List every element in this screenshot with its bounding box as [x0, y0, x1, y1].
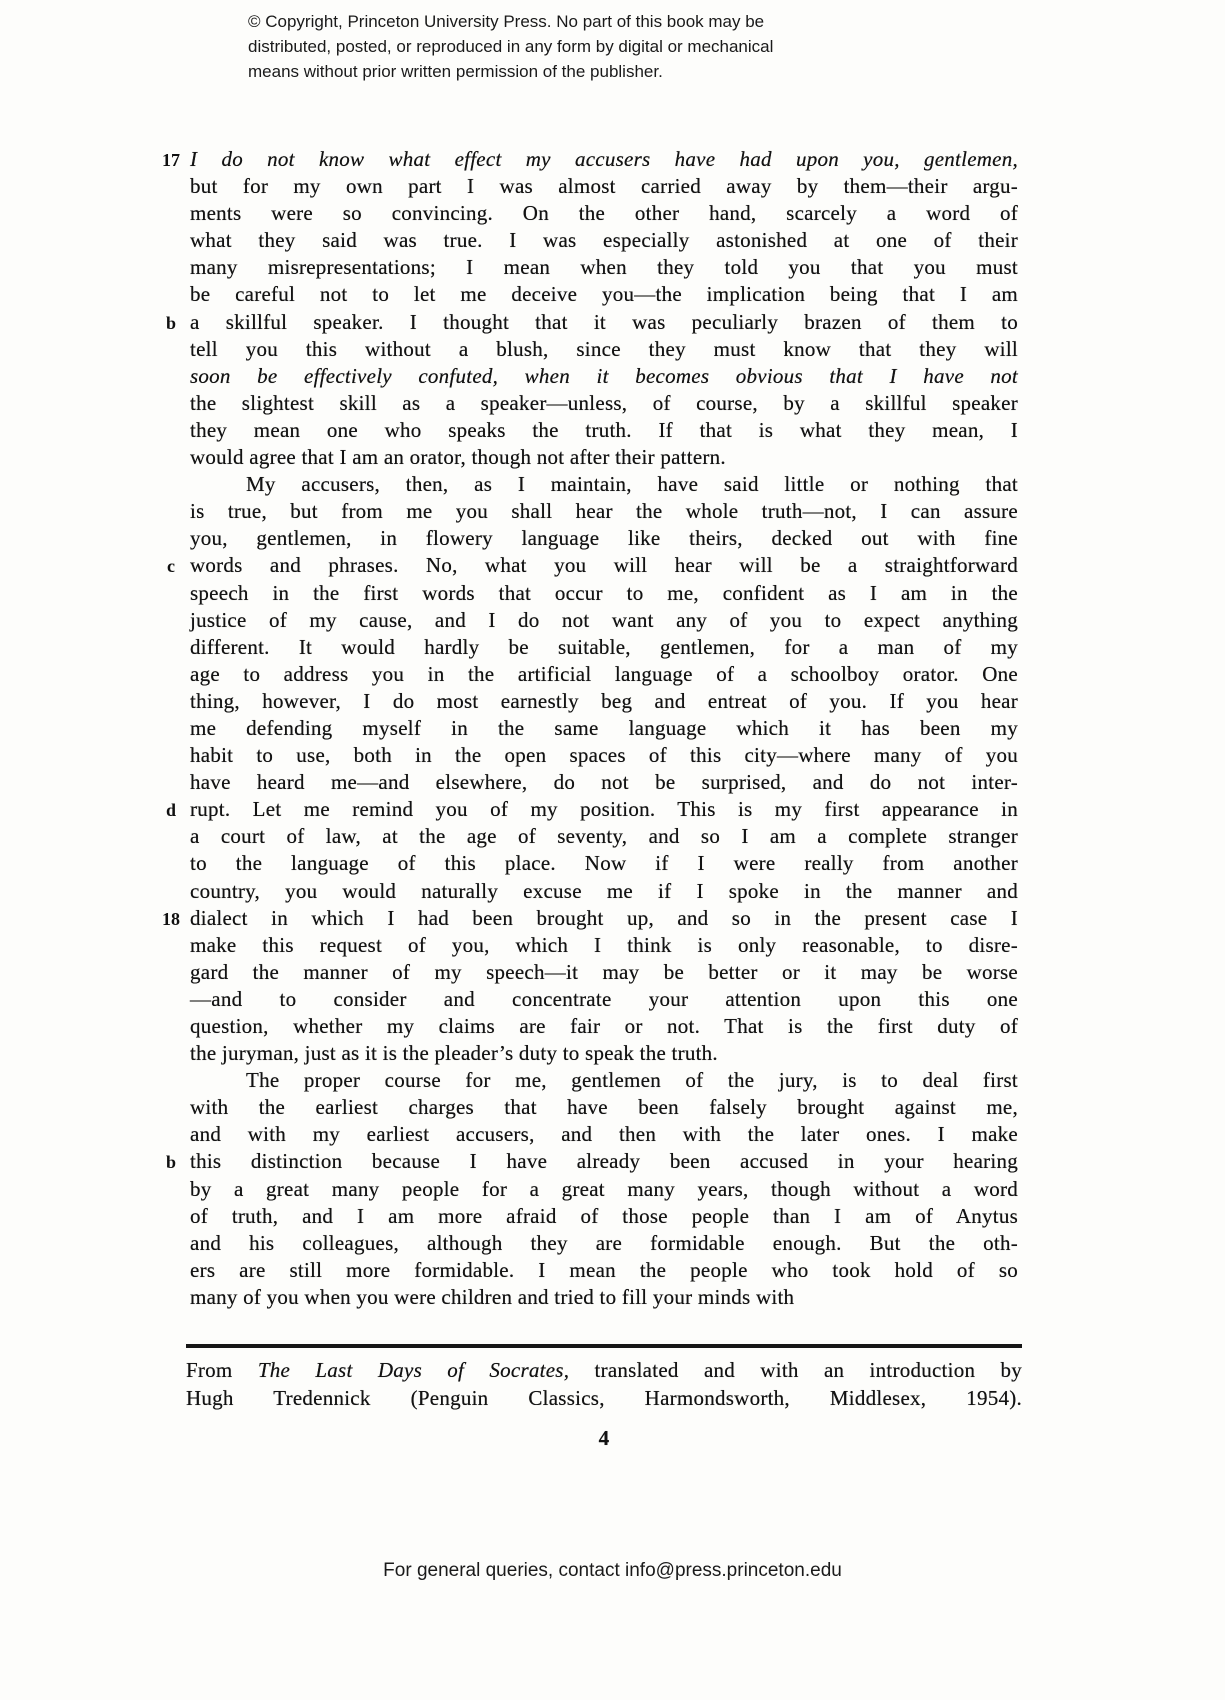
text-line	[152, 607, 1018, 634]
footnote-rule	[186, 1344, 1022, 1348]
text-line	[152, 417, 1018, 444]
line-text: justice of my cause, and I do not want any of you to expect anything	[190, 607, 1018, 632]
text-line	[152, 986, 1018, 1013]
text-line	[152, 688, 1018, 715]
text-line	[152, 715, 1018, 742]
line-text: habit to use, both in the open spaces of this city—where many of you	[190, 743, 1018, 768]
text-line	[152, 146, 1018, 173]
text-line	[152, 1176, 1018, 1203]
text-line	[152, 444, 1018, 471]
text-line	[152, 634, 1018, 661]
line-text: age to address you in the artificial language of a schoolboy orator. One	[190, 661, 1018, 686]
line-text: soon be effectively confuted, when it becomes obvious that I have not	[190, 363, 1018, 388]
text-line	[152, 471, 1018, 498]
line-text: many of you when you were children and tried to fill your minds with	[190, 1284, 795, 1309]
line-text: I do not know what effect my accusers have had upon you, gentlemen,	[190, 147, 1018, 171]
text-line	[152, 1121, 1018, 1148]
text-line	[152, 525, 1018, 552]
line-text: —and to consider and concentrate your attention upon this one	[190, 986, 1018, 1011]
text-line	[152, 878, 1018, 905]
line-text: ments were so convincing. On the other hand, scarcely a word of	[190, 201, 1018, 226]
text-line	[152, 1067, 1018, 1094]
page-number: 4	[598, 1426, 610, 1450]
text-line	[152, 1013, 1018, 1040]
line-text: the slightest skill as a speaker—unless, of course, by a skillful speaker	[190, 390, 1018, 415]
line-text: speech in the first words that occur to me, confident as I am in the	[190, 580, 1018, 605]
text-line	[152, 254, 1018, 281]
line-text: tell you this without a blush, since they must know that they will	[190, 336, 1018, 361]
text-line	[152, 1230, 1018, 1257]
body-lines	[152, 146, 1018, 1311]
text-line	[152, 769, 1018, 796]
text-line	[152, 1257, 1018, 1284]
line-text: they mean one who speaks the truth. If that is what they mean, I	[190, 417, 1018, 442]
text-line	[152, 580, 1018, 607]
text-line	[152, 661, 1018, 688]
line-text: would agree that I am an orator, though not after their pattern.	[190, 445, 726, 470]
text-line	[152, 932, 1018, 959]
line-text: and with my earliest accusers, and then with the later ones. I make	[190, 1122, 1018, 1147]
footnote-book-title: The Last Days of Socrates,	[257, 1358, 570, 1382]
text-line	[152, 742, 1018, 769]
line-text: of truth, and I am more afraid of those people than I am of Anytus	[190, 1203, 1018, 1228]
line-text: and his colleagues, although they are formidable enough. But the oth-	[190, 1230, 1018, 1255]
copyright-notice	[248, 9, 773, 84]
text-line	[152, 281, 1018, 308]
line-text: with the earliest charges that have been falsely brought against me,	[190, 1095, 1018, 1120]
stephanus-margin-marker: b	[165, 1152, 176, 1173]
line-text: thing, however, I do most earnestly beg and entreat of you. If you hear	[190, 688, 1018, 713]
text-line	[152, 823, 1018, 850]
text-line	[152, 1203, 1018, 1230]
footnote-line-2: Hugh Tredennick (Penguin Classics, Harmondsworth, Middlesex, 1954).	[186, 1386, 1022, 1410]
line-text: me defending myself in the same language which it has been my	[190, 715, 1018, 740]
line-text: different. It would hardly be suitable, gentlemen, for a man of my	[190, 634, 1018, 659]
text-line	[152, 1148, 1018, 1175]
line-text: ers are still more formidable. I mean the people who took hold of so	[190, 1257, 1018, 1282]
line-text: question, whether my claims are fair or not. That is the first duty of	[190, 1014, 1018, 1038]
footnote-line-1	[186, 1356, 1022, 1384]
footnote-text-segment: translated and with an introduction by	[569, 1358, 1022, 1382]
line-text: have heard me—and elsewhere, do not be surprised, and do not inter-	[190, 770, 1018, 795]
footnote-text-segment: From	[186, 1358, 258, 1382]
line-text: My accusers, then, as I maintain, have said little or nothing that	[246, 472, 1018, 497]
line-text: be careful not to let me deceive you—the implication being that I am	[190, 282, 1018, 307]
text-line	[152, 363, 1018, 390]
line-text: The proper course for me, gentlemen of the jury, is to deal first	[246, 1068, 1018, 1093]
copyright-line: means without prior written permission of the publisher.	[248, 62, 663, 81]
footnote	[186, 1356, 1022, 1452]
footer-contact: For general queries, contact info@press.princeton.edu	[383, 1560, 842, 1581]
line-text: a court of law, at the age of seventy, and so I am a complete stranger	[190, 824, 1018, 849]
text-line	[152, 1040, 1018, 1067]
text-line	[152, 552, 1018, 579]
text-line	[152, 336, 1018, 363]
stephanus-margin-marker: d	[165, 800, 176, 821]
text-line	[152, 1284, 1018, 1311]
stephanus-margin-marker: 18	[162, 908, 180, 929]
line-text: dialect in which I had been brought up, and so in the present case I	[190, 905, 1018, 930]
copyright-line: © Copyright, Princeton University Press. No part of this book may be	[248, 12, 765, 31]
text-line	[152, 796, 1018, 823]
stephanus-margin-marker: b	[165, 312, 176, 333]
line-text: many misrepresentations; I mean when they told you that you must	[190, 255, 1018, 280]
line-text: gard the manner of my speech—it may be better or it may be worse	[190, 959, 1018, 984]
line-text: you, gentlemen, in flowery language like theirs, decked out with fine	[190, 526, 1018, 551]
text-line	[152, 173, 1018, 200]
text-line	[152, 498, 1018, 525]
line-text: but for my own part I was almost carried away by them—their argu-	[190, 174, 1018, 199]
text-line	[152, 959, 1018, 986]
line-text: this distinction because I have already been accused in your hearing	[190, 1149, 1018, 1174]
line-text: a skillful speaker. I thought that it was peculiarly brazen of them to	[190, 309, 1018, 334]
text-line	[152, 850, 1018, 877]
line-text: to the language of this place. Now if I were really from another	[190, 851, 1018, 876]
line-text: the juryman, just as it is the pleader’s duty to speak the truth.	[190, 1041, 718, 1066]
text-line	[152, 227, 1018, 254]
copyright-line: distributed, posted, or reproduced in any form by digital or mechanical	[248, 37, 774, 56]
line-text: country, you would naturally excuse me if I spoke in the manner and	[190, 878, 1018, 903]
body-text	[152, 146, 1018, 1311]
text-line	[152, 905, 1018, 932]
line-text: make this request of you, which I think is only reasonable, to disre-	[190, 932, 1018, 957]
line-text: what they said was true. I was especially astonished at one of their	[190, 228, 1018, 253]
line-text: by a great many people for a great many years, though without a word	[190, 1176, 1018, 1201]
line-text: words and phrases. No, what you will hear will be a straightforward	[190, 553, 1018, 578]
text-line	[152, 390, 1018, 417]
stephanus-margin-marker: 17	[162, 150, 180, 170]
text-line	[152, 1094, 1018, 1121]
stephanus-margin-marker: c	[167, 556, 175, 577]
line-text: rupt. Let me remind you of my position. This is my first appearance in	[190, 797, 1018, 822]
text-line	[152, 309, 1018, 336]
line-text: is true, but from me you shall hear the whole truth—not, I can assure	[190, 499, 1018, 524]
text-line	[152, 200, 1018, 227]
